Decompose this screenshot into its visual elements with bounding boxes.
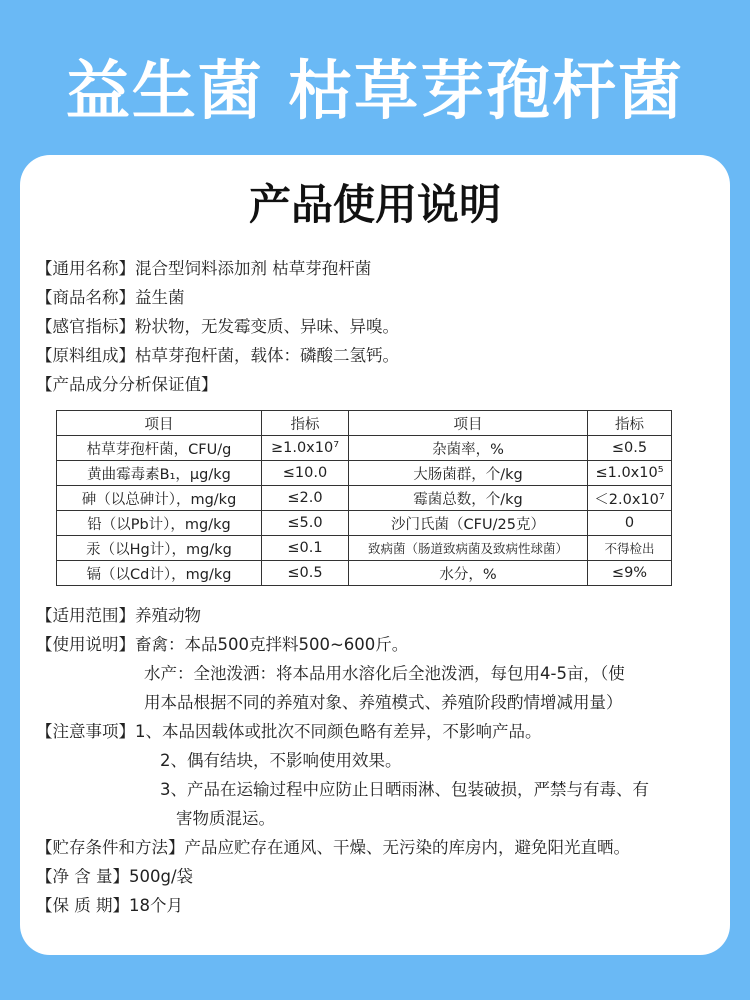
- note-line: 2、偶有结块，不影响使用效果。: [160, 751, 402, 770]
- table-cell: ≤0.1: [262, 536, 349, 561]
- net-content-value: 500g/袋: [129, 867, 194, 886]
- table-cell: ＜2.0x10⁷: [588, 486, 672, 511]
- note-line: 3、产品在运输过程中应防止日晒雨淋、包装破损，严禁与有毒、有: [160, 780, 649, 799]
- shelf-life-row: [36, 891, 649, 920]
- analysis-table: [56, 410, 672, 586]
- info-row-guarantee: [36, 371, 399, 400]
- banner-title: 益生菌 枯草芽孢杆菌: [65, 55, 685, 129]
- storage-label: 【贮存条件和方法】: [36, 838, 185, 857]
- info-row-generic-name: [36, 255, 399, 284]
- table-header-cell: 指标: [262, 411, 349, 436]
- instruction-card: [20, 155, 730, 955]
- usage-label: 【使用说明】: [36, 635, 135, 654]
- table-cell: 镉（以Cd计），mg/kg: [57, 561, 262, 586]
- storage-row: [36, 833, 649, 862]
- table-cell: ≤0.5: [262, 561, 349, 586]
- usage-row: [36, 688, 649, 717]
- notes-label: 【注意事项】: [36, 722, 135, 741]
- table-cell: 霉菌总数，个/kg: [349, 486, 588, 511]
- table-row: [57, 561, 672, 586]
- card-title: 产品使用说明: [248, 180, 501, 229]
- usage-row: [36, 659, 649, 688]
- info-value: 益生菌: [135, 288, 185, 307]
- table-cell: 杂菌率，%: [349, 436, 588, 461]
- shelf-life-value: 18个月: [129, 896, 183, 915]
- table-cell: ≤0.5: [588, 436, 672, 461]
- table-cell: 汞（以Hg计），mg/kg: [57, 536, 262, 561]
- net-content-row: [36, 862, 649, 891]
- table-cell: 水分，%: [349, 561, 588, 586]
- note-line: 1、本品因载体或批次不同颜色略有差异，不影响产品。: [135, 722, 542, 741]
- net-content-label: 【净 含 量】: [36, 867, 129, 886]
- info-row-composition: [36, 342, 399, 371]
- notes-row: [36, 717, 649, 746]
- scope-label: 【适用范围】: [36, 606, 135, 625]
- info-label: 【原料组成】: [36, 346, 135, 365]
- note-line: 害物质混运。: [176, 809, 275, 828]
- table-cell: ≥1.0x10⁷: [262, 436, 349, 461]
- table-cell: 砷（以总砷计），mg/kg: [57, 486, 262, 511]
- info-label: 【产品成分分析保证值】: [36, 375, 218, 394]
- storage-value: 产品应贮存在通风、干燥、无污染的库房内，避免阳光直晒。: [184, 838, 630, 857]
- usage-section: [36, 601, 649, 920]
- usage-row: [36, 630, 649, 659]
- shelf-life-label: 【保 质 期】: [36, 896, 129, 915]
- table-cell: 致病菌（肠道致病菌及致病性球菌）: [349, 536, 588, 561]
- table-cell: ≤2.0: [262, 486, 349, 511]
- table-cell: ≤10.0: [262, 461, 349, 486]
- table-row: [57, 486, 672, 511]
- table-cell: 0: [588, 511, 672, 536]
- table-cell: ≤9%: [588, 561, 672, 586]
- table-cell: 枯草芽孢杆菌，CFU/g: [57, 436, 262, 461]
- info-row-sensory: [36, 313, 399, 342]
- notes-row: [36, 775, 649, 804]
- table-cell: 不得检出: [588, 536, 672, 561]
- table-row: [57, 536, 672, 561]
- table-header-cell: 项目: [57, 411, 262, 436]
- info-section: [36, 255, 399, 400]
- info-value: 粉状物，无发霉变质、异味、异嗅。: [135, 317, 399, 336]
- analysis-table-wrap: [56, 410, 672, 586]
- scope-value: 养殖动物: [135, 606, 201, 625]
- table-row: [57, 436, 672, 461]
- info-label: 【通用名称】: [36, 259, 135, 278]
- info-row-product-name: [36, 284, 399, 313]
- table-cell: 沙门氏菌（CFU/25克）: [349, 511, 588, 536]
- info-label: 【商品名称】: [36, 288, 135, 307]
- table-row: [57, 511, 672, 536]
- table-header-row: [57, 411, 672, 436]
- usage-line: 用本品根据不同的养殖对象、养殖模式、养殖阶段酌情增减用量）: [144, 693, 623, 712]
- usage-line: 畜禽：本品500克拌料500~600斤。: [135, 635, 409, 654]
- table-cell: 铅（以Pb计），mg/kg: [57, 511, 262, 536]
- table-cell: ≤1.0x10⁵: [588, 461, 672, 486]
- table-cell: 黄曲霉毒素B₁，μg/kg: [57, 461, 262, 486]
- info-value: 混合型饲料添加剂 枯草芽孢杆菌: [135, 259, 372, 278]
- table-cell: ≤5.0: [262, 511, 349, 536]
- table-cell: 大肠菌群，个/kg: [349, 461, 588, 486]
- notes-row: [36, 746, 649, 775]
- usage-line: 水产：全池泼洒：将本品用水溶化后全池泼洒，每包用4-5亩，（使: [144, 664, 625, 683]
- table-row: [57, 461, 672, 486]
- info-value: 枯草芽孢杆菌，载体：磷酸二氢钙。: [135, 346, 399, 365]
- table-header-cell: 指标: [588, 411, 672, 436]
- scope-row: [36, 601, 649, 630]
- notes-row: [36, 804, 649, 833]
- info-label: 【感官指标】: [36, 317, 135, 336]
- table-header-cell: 项目: [349, 411, 588, 436]
